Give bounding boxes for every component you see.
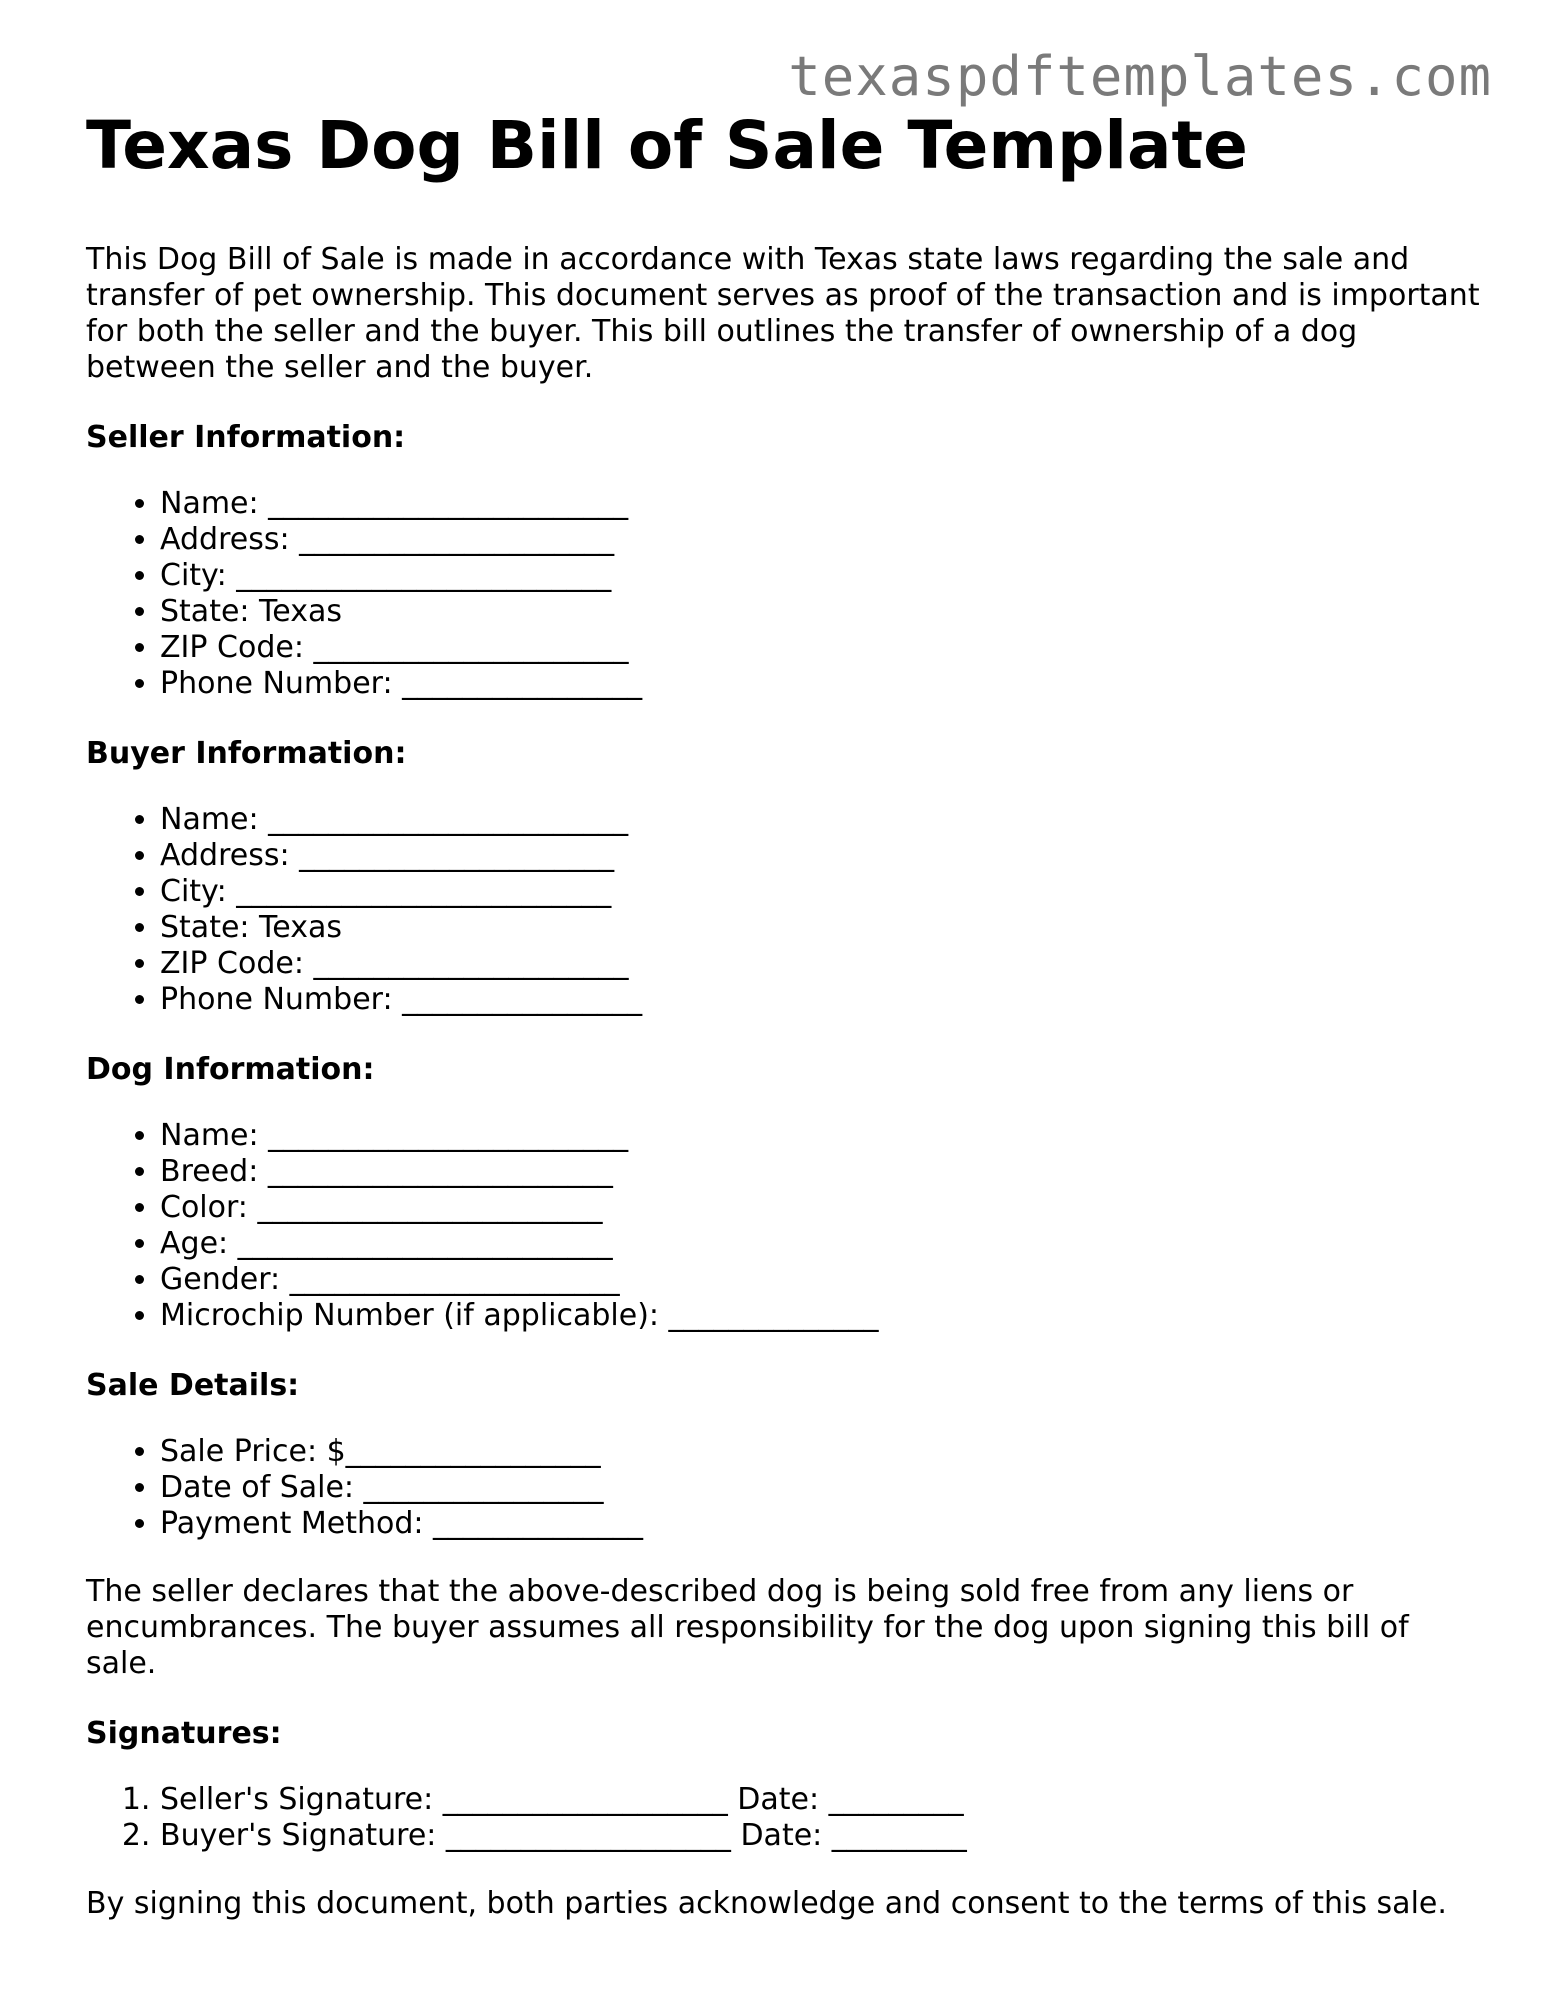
site-watermark: texaspdftemplates.com [788,45,1492,108]
dog-name-field: • Name: ________________________ [160,1118,1486,1154]
intro-paragraph: This Dog Bill of Sale is made in accordance with Texas state laws regarding the sale and transfer of pet ownership. This document serves as proof of the transaction and is important for both the seller and the buyer. This bill outlines the transfer of ownership of a dog between the seller and the buyer. [86,241,1480,385]
buyer-phone-field: • Phone Number: ________________ [160,982,1486,1018]
sale-section-heading: Sale Details: [86,1367,300,1403]
sale-price-field: • Sale Price: $_________________ [160,1434,1486,1470]
payment-method-field: • Payment Method: ______________ [160,1506,1486,1542]
buyer-section-heading: Buyer Information: [86,735,407,771]
buyer-state-field: • State: Texas [160,910,1486,946]
seller-signature-line: 1. Seller's Signature: ___________________ Date: _________ [160,1782,1486,1818]
dog-section-heading: Dog Information: [86,1051,375,1087]
seller-name-field: • Name: ________________________ [160,486,1486,522]
buyer-zip-field: • ZIP Code: _____________________ [160,946,1486,982]
buyer-info-list [86,802,1486,1018]
dog-info-list [86,1118,1486,1334]
buyer-city-field: • City: _________________________ [160,874,1486,910]
page-title: Texas Dog Bill of Sale Template [86,107,1248,184]
seller-phone-field: • Phone Number: ________________ [160,666,1486,702]
dog-age-field: • Age: _________________________ [160,1226,1486,1262]
seller-info-list [86,486,1486,702]
seller-state-field: • State: Texas [160,594,1486,630]
closing-paragraph: By signing this document, both parties acknowledge and consent to the terms of this sale. [86,1885,1447,1921]
buyer-signature-line: 2. Buyer's Signature: ___________________ Date: _________ [160,1818,1486,1854]
sale-date-field: • Date of Sale: ________________ [160,1470,1486,1506]
signatures-list [86,1782,1486,1854]
document-page [86,108,1486,1922]
seller-section-heading: Seller Information: [86,419,406,455]
seller-city-field: • City: _________________________ [160,558,1486,594]
signatures-section-heading: Signatures: [86,1715,282,1751]
dog-microchip-field: • Microchip Number (if applicable): ______________ [160,1298,1486,1334]
sale-details-list [86,1434,1486,1542]
dog-color-field: • Color: _______________________ [160,1190,1486,1226]
declaration-paragraph: The seller declares that the above-described dog is being sold free from any liens or encumbrances. The buyer assumes all responsibility for the dog upon signing this bill of sale. [86,1573,1409,1681]
seller-address-field: • Address: _____________________ [160,522,1486,558]
buyer-name-field: • Name: ________________________ [160,802,1486,838]
seller-zip-field: • ZIP Code: _____________________ [160,630,1486,666]
dog-breed-field: • Breed: _______________________ [160,1154,1486,1190]
dog-gender-field: • Gender: ______________________ [160,1262,1486,1298]
buyer-address-field: • Address: _____________________ [160,838,1486,874]
